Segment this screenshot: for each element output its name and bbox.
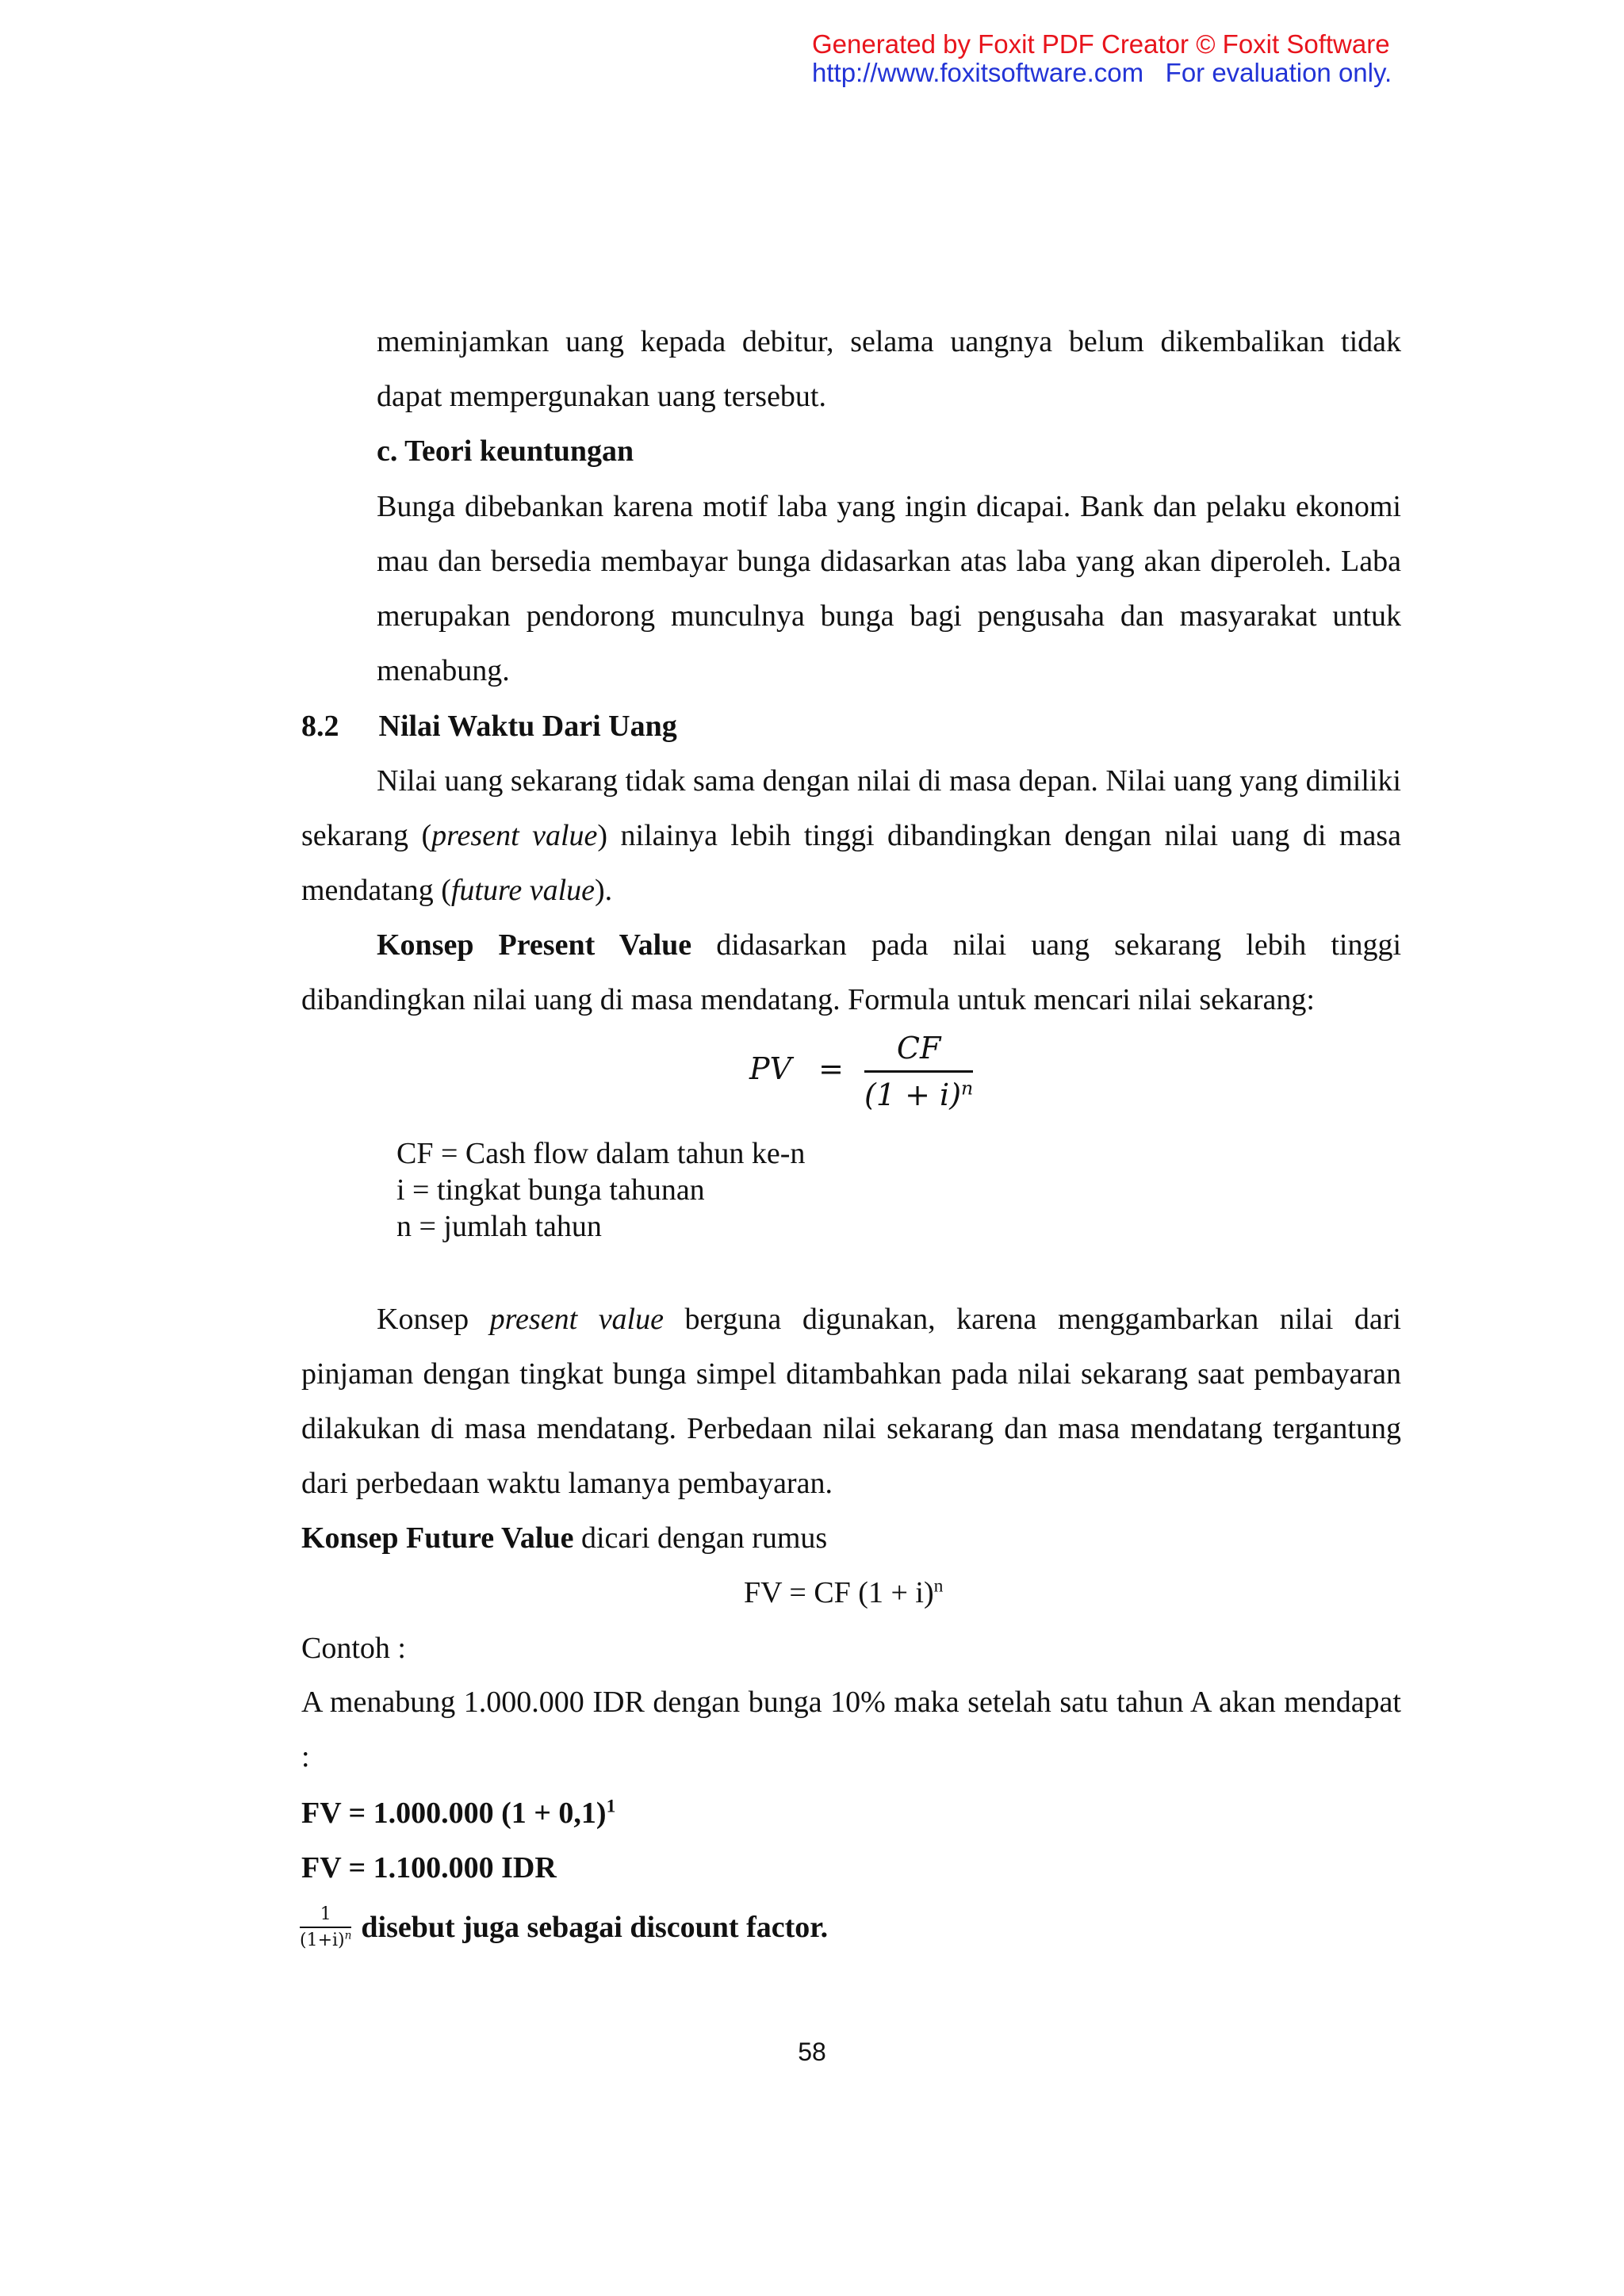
present-value-concept-paragraph [301,918,1401,1027]
usage-text-2: berguna digunakan, karena menggambarkan nilai dari pinjaman dengan tingkat bunga simpel ditambahkan pada nilai sekarang saat pembayaran dilakukan di masa mendatang. Perbedaan nilai sekarang dan masa mendatang tergantung dari perbedaan waktu lamanya pembayaran. [301,1303,1401,1500]
section-c-heading: c. Teori keuntungan [377,434,634,468]
discount-factor-line [300,1904,828,1950]
usage-present-value-term: present value [489,1303,664,1336]
denominator-base: (1 + i) [864,1077,962,1112]
discount-factor-fraction [300,1904,351,1950]
intro-text-1: Nilai uang sekarang tidak sama dengan nilai di masa depan. Nilai uang yang dimiliki sekarang ( [301,764,1401,852]
legend-cf: CF = Cash flow dalam tahun ke-n [396,1137,806,1170]
time-value-intro-paragraph [301,754,1401,918]
watermark-line-2 [812,59,1526,87]
example-text: A menabung 1.000.000 IDR dengan bunga 10% maka setelah satu tahun A akan mendapat : [301,1686,1401,1774]
future-value-formula [744,1575,943,1611]
section-8-2-heading [301,708,677,744]
foxit-watermark [812,30,1526,87]
calc1-exponent: 1 [606,1796,616,1817]
formula-fraction [864,1031,973,1112]
present-value-formula [749,1031,973,1112]
section-number: 8.2 [301,710,339,743]
future-value-concept-text: dicari dengan rumus [573,1521,828,1555]
present-value-usage-paragraph [301,1292,1401,1511]
formula-lhs: PV [749,1051,792,1086]
section-title: Nilai Waktu Dari Uang [378,710,677,743]
formula-denominator [864,1073,973,1112]
section-c-body: Bunga dibebankan karena motif laba yang ingin dicapai. Bank dan pelaku ekonomi mau dan bersedia membayar bunga didasarkan atas laba yang akan diperoleh. Laba merupakan pendorong munculnya bunga bagi pengusaha dan masyarakat untuk menabung. [377,490,1401,687]
intro-text-2: ) nilainya lebih tinggi dibandingkan dengan nilai uang di masa mendatang ( [301,819,1401,907]
present-value-concept-text: didasarkan pada nilai uang sekarang lebih tinggi dibandingkan nilai uang di masa mendatang. Formula untuk mencari nilai sekarang: [301,928,1401,1016]
page-number: 58 [798,2038,826,2066]
watermark-line-1: Generated by Foxit PDF Creator © Foxit Software [812,29,1390,59]
example-calculation-2: FV = 1.100.000 IDR [301,1851,557,1885]
fv-formula-exponent: n [933,1575,944,1597]
discount-denominator-base: (1+i) [300,1931,345,1950]
future-value-concept-term: Konsep Future Value [301,1521,574,1555]
legend-n: n = jumlah tahun [396,1210,602,1243]
present-value-concept-term: Konsep Present Value [377,928,692,962]
discount-denominator [300,1928,351,1950]
intro-present-value-term: present value [431,819,598,852]
formula-numerator: CF [864,1031,973,1073]
legend-i: i = tingkat bunga tahunan [396,1173,705,1207]
watermark-url-link[interactable]: http://www.foxitsoftware.com [812,58,1144,87]
discount-factor-text: disebut juga sebagai discount factor. [361,1911,829,1944]
usage-text-1: Konsep [377,1303,490,1336]
example-calculation-1 [301,1795,615,1831]
discount-numerator: 1 [300,1904,351,1928]
future-value-concept-line [301,1520,827,1556]
calc1-base: FV = 1.000.000 (1 + 0,1) [301,1797,607,1830]
intro-future-value-term: future value [450,874,596,907]
watermark-evaluation-note: For evaluation only. [1165,58,1392,87]
fv-formula-base: FV = CF (1 + i) [744,1576,934,1609]
denominator-exponent: n [961,1077,974,1100]
formula-equals: = [818,1051,844,1086]
section-b-tail-paragraph: meminjamkan uang kepada debitur, selama uangnya belum dikembalikan tidak dapat mempergunakan uang tersebut. [377,325,1401,413]
example-label: Contoh : [301,1632,406,1665]
intro-text-3: ). [595,874,613,907]
discount-denominator-exponent: n [344,1929,352,1942]
